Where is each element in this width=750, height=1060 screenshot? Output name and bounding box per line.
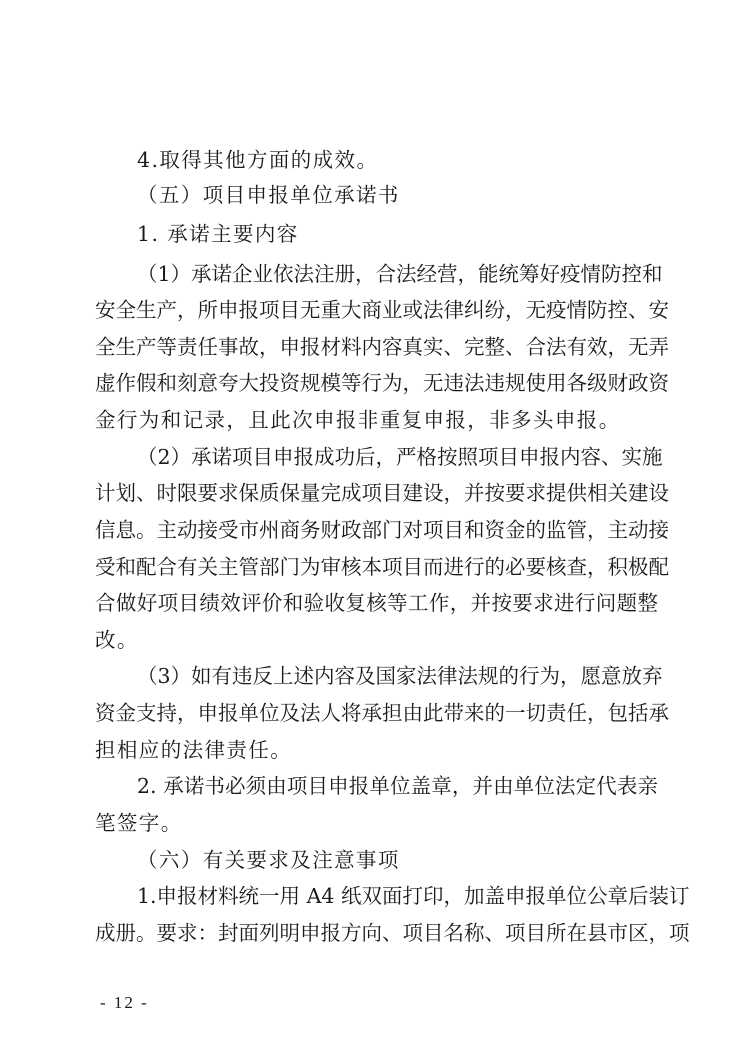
text-line: 笔签字。 [95, 811, 183, 835]
text-line: 担相应的法律责任。 [95, 738, 293, 762]
text-line: 合做好项目绩效评价和验收复核等工作，并按要求进行问题整 [95, 591, 658, 615]
text-line: （2）承诺项目申报成功后，严格按照项目申报内容、实施 [137, 445, 663, 469]
text-line: 资金支持，申报单位及法人将承担由此带来的一切责任，包括承 [95, 701, 669, 725]
section-heading: （五）项目申报单位承诺书 [137, 183, 400, 207]
subsection-heading: 1. 承诺主要内容 [137, 222, 299, 246]
text-line: 4.取得其他方面的成效。 [137, 148, 379, 172]
text-line: （3）如有违反上述内容及国家法律法规的行为，愿意放弃 [137, 664, 663, 688]
page-number: - 12 - [100, 993, 149, 1012]
text-line: 计划、时限要求保质保量完成项目建设，并按要求提供相关建设 [95, 481, 669, 505]
text-line: 2. 承诺书必须由项目申报单位盖章，并由单位法定代表亲 [137, 774, 658, 798]
text-line: 虚作假和刻意夸大投资规模等行为，无违法违规使用各级财政资 [95, 371, 669, 395]
text-line: 全生产等责任事故，申报材料内容真实、完整、合法有效，无弄 [95, 335, 669, 359]
text-line: 受和配合有关主管部门为审核本项目而进行的必要核查，积极配 [95, 555, 669, 579]
text-line: 安全生产，所申报项目无重大商业或法律纠纷，无疫情防控、安 [95, 298, 669, 322]
text-line: 改。 [95, 628, 139, 652]
text-line: 成册。要求：封面列明申报方向、项目名称、项目所在县市区，项 [95, 921, 690, 945]
text-line: 信息。主动接受市州商务财政部门对项目和资金的监管，主动接 [95, 518, 669, 542]
text-line: （1）承诺企业依法注册，合法经营，能统筹好疫情防控和 [137, 262, 663, 286]
text-line: 1.申报材料统一用 A4 纸双面打印，加盖申报单位公章后装订 [137, 884, 690, 908]
section-heading: （六）有关要求及注意事项 [137, 848, 400, 872]
text-line: 金行为和记录，且此次申报非重复申报，非多头申报。 [95, 408, 621, 432]
